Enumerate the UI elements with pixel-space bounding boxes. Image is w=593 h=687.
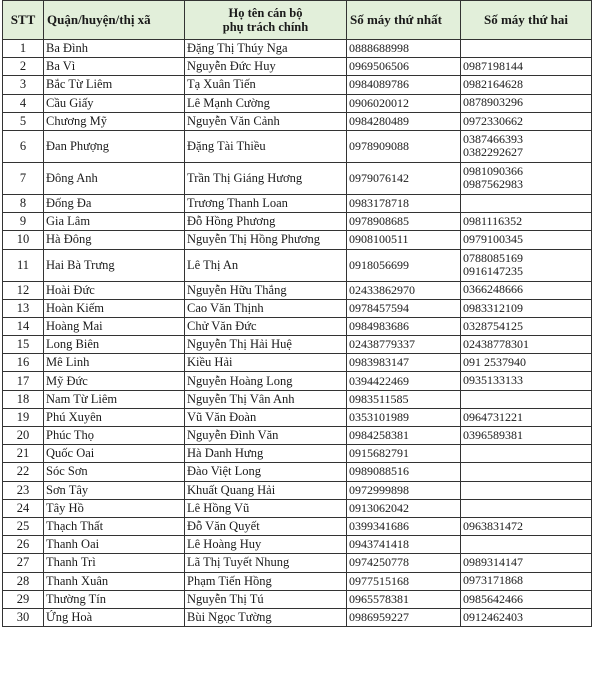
cell-officer: Nguyễn Thị Vân Anh [185, 390, 347, 408]
cell-district: Mỹ Đức [44, 372, 185, 390]
cell-officer: Đặng Tài Thiều [185, 130, 347, 162]
cell-officer: Lê Hoàng Huy [185, 536, 347, 554]
phone2-number: 0982164628 [463, 77, 523, 92]
cell-phone1: 0969506506 [347, 58, 461, 76]
cell-district: Hoài Đức [44, 281, 185, 299]
table-row [3, 481, 592, 499]
cell-officer: Lê Hồng Vũ [185, 499, 347, 517]
cell-district: Sóc Sơn [44, 463, 185, 481]
cell-officer: Đỗ Văn Quyết [185, 517, 347, 535]
cell-district: Tây Hồ [44, 499, 185, 517]
cell-phone2 [461, 608, 592, 626]
table-row [3, 336, 592, 354]
table-row [3, 317, 592, 335]
cell-phone2 [461, 499, 592, 517]
phone2-number: 0878903296 [463, 95, 523, 110]
cell-district: Chương Mỹ [44, 112, 185, 130]
table-row [3, 299, 592, 317]
cell-phone2 [461, 390, 592, 408]
table-row [3, 194, 592, 212]
cell-stt: 5 [3, 112, 44, 130]
cell-phone1: 02433862970 [347, 281, 461, 299]
cell-officer: Phạm Tiến Hồng [185, 572, 347, 590]
table-row [3, 354, 592, 372]
cell-phone2 [461, 40, 592, 58]
cell-district: Phúc Thọ [44, 427, 185, 445]
cell-phone1: 0913062042 [347, 499, 461, 517]
phone2-number: 0916147235 [463, 264, 523, 278]
cell-phone2 [461, 554, 592, 572]
phone2-number: 0973171868 [463, 573, 523, 588]
cell-phone1: 0353101989 [347, 408, 461, 426]
cell-phone2 [461, 130, 592, 162]
phone2-number: 0983312109 [463, 300, 523, 315]
cell-phone1: 0978457594 [347, 299, 461, 317]
cell-officer: Chử Văn Đức [185, 317, 347, 335]
cell-district: Quốc Oai [44, 445, 185, 463]
phone2-number: 0981090366 [463, 163, 523, 178]
cell-phone1: 0983983147 [347, 354, 461, 372]
cell-district: Sơn Tây [44, 481, 185, 499]
cell-stt: 4 [3, 94, 44, 112]
cell-phone1: 0984983686 [347, 317, 461, 335]
cell-stt: 29 [3, 590, 44, 608]
cell-district: Đống Đa [44, 194, 185, 212]
cell-phone2 [461, 517, 592, 535]
phone2-number: 0972330662 [463, 113, 523, 128]
cell-district: Cầu Giấy [44, 94, 185, 112]
table-row [3, 372, 592, 390]
cell-phone1: 0394422469 [347, 372, 461, 390]
cell-officer: Đào Việt Long [185, 463, 347, 481]
cell-officer: Trần Thị Giáng Hương [185, 162, 347, 194]
header-stt: STT [3, 1, 44, 40]
cell-district: Hoàng Mai [44, 317, 185, 335]
cell-officer: Nguyễn Đức Huy [185, 58, 347, 76]
cell-stt: 13 [3, 299, 44, 317]
cell-stt: 7 [3, 162, 44, 194]
phone2-number: 0981116352 [463, 213, 523, 228]
cell-stt: 25 [3, 517, 44, 535]
cell-stt: 24 [3, 499, 44, 517]
cell-stt: 23 [3, 481, 44, 499]
cell-stt: 20 [3, 427, 44, 445]
cell-phone1: 0915682791 [347, 445, 461, 463]
phone2-number: 0963831472 [463, 518, 523, 533]
cell-phone1: 02438779337 [347, 336, 461, 354]
table-header [3, 1, 592, 40]
phone2-number: 0989314147 [463, 555, 523, 570]
table-row [3, 213, 592, 231]
cell-phone2 [461, 336, 592, 354]
cell-stt: 16 [3, 354, 44, 372]
cell-stt: 9 [3, 213, 44, 231]
phone2-number: 0328754125 [463, 318, 523, 333]
table-row [3, 499, 592, 517]
cell-phone2 [461, 427, 592, 445]
cell-officer: Kiều Hải [185, 354, 347, 372]
cell-stt: 14 [3, 317, 44, 335]
cell-phone1: 0983511585 [347, 390, 461, 408]
cell-phone1: 0978908685 [347, 213, 461, 231]
cell-phone2 [461, 76, 592, 94]
cell-district: Thạch Thất [44, 517, 185, 535]
cell-district: Long Biên [44, 336, 185, 354]
table-row [3, 94, 592, 112]
header-phone1: Số máy thứ nhất [347, 1, 461, 40]
phone2-number: 0935133133 [463, 373, 523, 388]
cell-district: Hai Bà Trưng [44, 249, 185, 281]
table-row [3, 590, 592, 608]
cell-officer: Đặng Thị Thúy Nga [185, 40, 347, 58]
cell-phone1: 0906020012 [347, 94, 461, 112]
cell-phone2 [461, 112, 592, 130]
header-district: Quận/huyện/thị xã [44, 1, 185, 40]
cell-stt: 30 [3, 608, 44, 626]
header-phone2: Số máy thứ hai [461, 1, 592, 40]
cell-phone1: 0888688998 [347, 40, 461, 58]
phone2-number: 091 2537940 [463, 355, 526, 370]
cell-phone1: 0977515168 [347, 572, 461, 590]
cell-officer: Nguyễn Thị Hồng Phương [185, 231, 347, 249]
cell-phone1: 0908100511 [347, 231, 461, 249]
cell-phone2 [461, 536, 592, 554]
cell-phone1: 0986959227 [347, 608, 461, 626]
cell-stt: 11 [3, 249, 44, 281]
cell-stt: 8 [3, 194, 44, 212]
table-row [3, 249, 592, 281]
cell-phone2 [461, 445, 592, 463]
cell-officer: Hà Danh Hưng [185, 445, 347, 463]
cell-district: Thanh Xuân [44, 572, 185, 590]
table-row [3, 408, 592, 426]
phone2-number: 0964731221 [463, 409, 523, 424]
cell-district: Mê Linh [44, 354, 185, 372]
cell-stt: 1 [3, 40, 44, 58]
phone2-number: 0987562983 [463, 177, 523, 192]
cell-phone2 [461, 408, 592, 426]
phone2-number: 0985642466 [463, 591, 523, 606]
cell-officer: Lã Thị Tuyết Nhung [185, 554, 347, 572]
cell-officer: Bùi Ngọc Tường [185, 608, 347, 626]
cell-phone2 [461, 194, 592, 212]
cell-officer: Nguyễn Thị Tú [185, 590, 347, 608]
table-body [3, 40, 592, 627]
cell-stt: 22 [3, 463, 44, 481]
header-officer [185, 1, 347, 40]
table-row [3, 463, 592, 481]
cell-phone2 [461, 372, 592, 390]
table-row [3, 40, 592, 58]
cell-phone1: 0399341686 [347, 517, 461, 535]
cell-stt: 2 [3, 58, 44, 76]
phone2-number: 0979100345 [463, 232, 523, 247]
cell-officer: Đỗ Hồng Phương [185, 213, 347, 231]
cell-district: Thanh Oai [44, 536, 185, 554]
cell-phone1: 0983178718 [347, 194, 461, 212]
table-row [3, 162, 592, 194]
cell-district: Ứng Hoà [44, 608, 185, 626]
cell-officer: Nguyễn Hoàng Long [185, 372, 347, 390]
cell-phone1: 0972999898 [347, 481, 461, 499]
header-officer-line2: phụ trách chính [222, 20, 309, 34]
cell-officer: Nguyễn Đình Văn [185, 427, 347, 445]
cell-phone2 [461, 354, 592, 372]
table-row [3, 517, 592, 535]
cell-stt: 12 [3, 281, 44, 299]
cell-stt: 18 [3, 390, 44, 408]
table-row [3, 231, 592, 249]
cell-stt: 26 [3, 536, 44, 554]
table-row [3, 58, 592, 76]
cell-phone1: 0974250778 [347, 554, 461, 572]
phone2-number: 02438778301 [463, 336, 529, 351]
cell-stt: 3 [3, 76, 44, 94]
cell-officer: Cao Văn Thịnh [185, 299, 347, 317]
cell-stt: 21 [3, 445, 44, 463]
cell-phone1: 0979076142 [347, 162, 461, 194]
cell-district: Nam Từ Liêm [44, 390, 185, 408]
cell-district: Ba Vì [44, 58, 185, 76]
table-row [3, 536, 592, 554]
table-row [3, 130, 592, 162]
table-row [3, 390, 592, 408]
cell-phone2 [461, 572, 592, 590]
table-row [3, 112, 592, 130]
phone2-number: 0382292627 [463, 145, 523, 160]
cell-phone1: 0978909088 [347, 130, 461, 162]
cell-phone2 [461, 162, 592, 194]
cell-officer: Nguyễn Hữu Thắng [185, 281, 347, 299]
cell-district: Hà Đông [44, 231, 185, 249]
header-officer-line1: Họ tên cán bộ [228, 6, 303, 20]
cell-phone2 [461, 590, 592, 608]
cell-phone1: 0984280489 [347, 112, 461, 130]
phone2-number: 0366248666 [463, 282, 523, 297]
phone2-number: 0387466393 [463, 131, 523, 146]
table-row [3, 427, 592, 445]
cell-stt: 27 [3, 554, 44, 572]
table-row [3, 554, 592, 572]
cell-phone2 [461, 231, 592, 249]
table-row [3, 445, 592, 463]
cell-district: Ba Đình [44, 40, 185, 58]
cell-phone1: 0989088516 [347, 463, 461, 481]
table-row [3, 76, 592, 94]
cell-phone1: 0965578381 [347, 590, 461, 608]
cell-stt: 6 [3, 130, 44, 162]
cell-stt: 10 [3, 231, 44, 249]
phone2-number: 0788085169 [463, 250, 523, 265]
cell-phone2 [461, 94, 592, 112]
cell-officer: Nguyễn Thị Hải Huệ [185, 336, 347, 354]
cell-officer: Nguyễn Văn Cảnh [185, 112, 347, 130]
cell-phone2 [461, 481, 592, 499]
phone2-number: 0912462403 [463, 609, 523, 624]
cell-officer: Tạ Xuân Tiến [185, 76, 347, 94]
cell-stt: 19 [3, 408, 44, 426]
cell-officer: Trương Thanh Loan [185, 194, 347, 212]
table-row [3, 281, 592, 299]
cell-stt: 17 [3, 372, 44, 390]
cell-officer: Khuất Quang Hải [185, 481, 347, 499]
table-row [3, 608, 592, 626]
cell-district: Bắc Từ Liêm [44, 76, 185, 94]
cell-phone2 [461, 281, 592, 299]
cell-phone2 [461, 463, 592, 481]
phone2-number: 0396589381 [463, 427, 523, 442]
cell-district: Phú Xuyên [44, 408, 185, 426]
table-row [3, 572, 592, 590]
cell-district: Đan Phượng [44, 130, 185, 162]
cell-phone1: 0918056699 [347, 249, 461, 281]
cell-phone1: 0984089786 [347, 76, 461, 94]
cell-district: Hoàn Kiếm [44, 299, 185, 317]
cell-phone2 [461, 58, 592, 76]
contact-table [2, 0, 592, 627]
cell-officer: Lê Mạnh Cường [185, 94, 347, 112]
cell-phone2 [461, 249, 592, 281]
cell-stt: 28 [3, 572, 44, 590]
cell-phone2 [461, 213, 592, 231]
cell-phone2 [461, 317, 592, 335]
cell-district: Đông Anh [44, 162, 185, 194]
header-row [3, 1, 592, 40]
cell-district: Thanh Trì [44, 554, 185, 572]
phone2-number: 0987198144 [463, 59, 523, 74]
cell-officer: Lê Thị An [185, 249, 347, 281]
cell-officer: Vũ Văn Đoàn [185, 408, 347, 426]
cell-stt: 15 [3, 336, 44, 354]
cell-phone1: 0943741418 [347, 536, 461, 554]
cell-district: Thường Tín [44, 590, 185, 608]
cell-district: Gia Lâm [44, 213, 185, 231]
cell-phone1: 0984258381 [347, 427, 461, 445]
cell-phone2 [461, 299, 592, 317]
